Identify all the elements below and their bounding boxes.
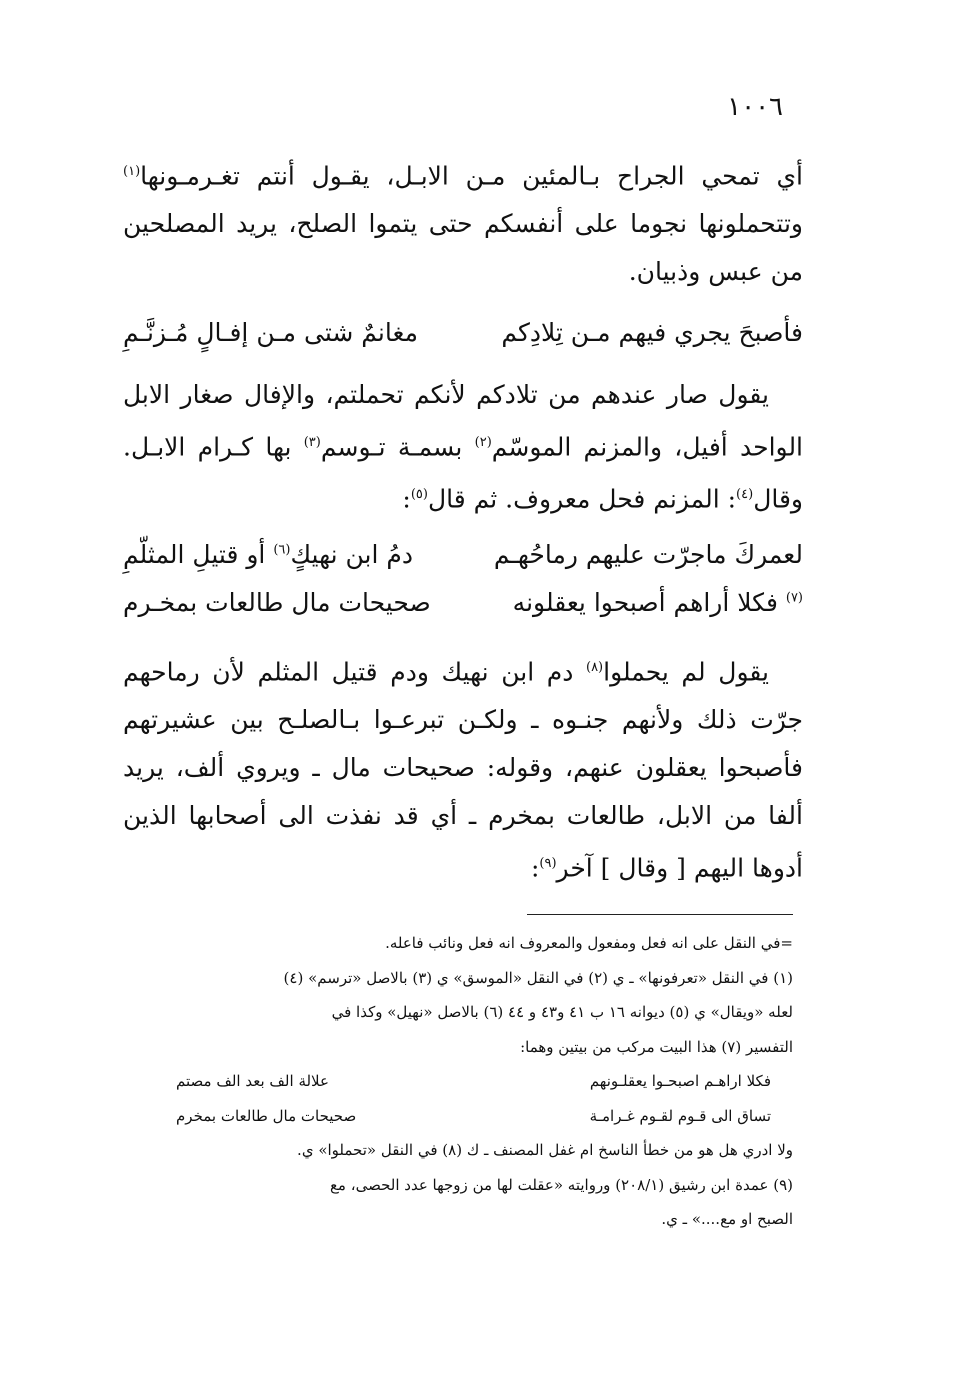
footnote-verse-1 [138,1064,793,1099]
verse-2-second-b: أو قتيلِ المثلّمِ [123,540,274,569]
footnotes [138,926,793,1237]
verse-3-second-hemistich: صحيحات مال طالعات بمخـرم [123,588,431,617]
verse-1-first-hemistich: فأصبحَ يجري فيهم مـن تِلادِكم [501,318,803,347]
paragraph-2-c: بها كـرام الابـل. وقال [123,432,803,514]
footnote-ref-8: (٨) [585,660,604,675]
footnote-line-4: التفسير (٧) هذا البيت مركب من بيتين وهما: [520,1037,793,1056]
verse-2-first-hemistich: لعمركَ ماجرّت عليهم رماحُهـم [493,540,803,569]
footnote-ref-1: (١) [123,164,141,179]
paragraph-3 [123,644,803,893]
paragraph-2-a: يقول صار عندهم من تلادكم لأنكم تحملتم، والإفال صغار الابل الواحد أفيل، والمزنم الموسّم [123,380,804,462]
footnote-verse-1-second: علالة الف بعد الف مصتم [176,1072,329,1090]
paragraph-2-b: بسمـة تـوسم [320,432,475,462]
footnote-verse-2-first: تساق الى قـوم لقـوم غـرامـة [589,1106,771,1125]
footnote-line-2: (١) في النقل «تعرفونها» ـ ي (٢) في النقل «الموسق» ي (٣) بالاصل «ترسم» (٤) [283,968,793,987]
footnote-line-7: ولا ادري هل هو من خطأ الناسخ ام غفل المصنف ـ ك (٨) في النقل «تحملوا» ي. [297,1141,793,1159]
footnote-line-9: الصبح او مع....» ـ ي. [661,1210,793,1228]
footnote-line-1: =في النقل على انه فعل ومفعول والمعروف انه فعل ونائب فاعله. [385,934,793,952]
footnote-ref-5: (٥) [410,487,428,503]
page-number: ١٠٠٦ [727,92,783,122]
verse-3 [123,588,803,617]
paragraph-1-text: أي تمحي الجراح بـالمئين مـن الابـل، يقـول أنتم تغـرمـونها [140,161,803,191]
paragraph-1 [123,148,803,296]
footnote-divider [527,914,793,915]
footnote-ref-7: (٧) [785,590,803,606]
paragraph-2-e: : [402,484,411,514]
footnote-verse-2-second: صحيحات مال طالعات بمخرم [176,1106,357,1125]
paragraph-3-a: يقول لم يحملوا [603,657,769,687]
verse-1-second-hemistich: مغانمٌ شتى مـن إفـالٍ مُـزنَّـمِ [123,318,418,347]
verse-3-first-text: فكلا أراهم أصبحوا يعقلونه [512,588,786,617]
footnote-ref-9: (٩) [539,856,557,872]
paragraph-2 [123,371,803,524]
paragraph-1-rest: وتتحملونها نجوما على أنفسكم حتى يتموا الصلح، يريد المصلحين من عبس وذبيان. [123,209,803,287]
footnote-ref-2: (٢) [474,435,492,450]
verse-2-second-hemistich [123,540,413,569]
footnote-verse-1-first: فكلا اراهـم اصبحـوا يعقلـونهم [589,1072,771,1090]
footnote-ref-3: (٣) [303,435,321,450]
paragraph-3-b: دم ابن نهيك ودم قتيل المثلم لأن رماحهم جرّت ذلك ولأنهم جنـوه ـ ولكـن تبرعـوا بـالصلـح بين عشيرتهم فأصبحوا يعقلون عنهم، وقوله: صحيحات مال ـ ويروي ألف، يريد ألفا من الابل، طالعات بمخرم ـ أي قد نفذت الى أصحابها الذين أدوها اليهم [ وقال ] آخر [123,657,803,883]
footnote-line-3: لعله «ويقال» ي (٥) ديوانه ١٦ ب ٤١ و٤٣ و ٤٤ (٦) بالاصل «نهيل» وكذا في [331,1003,793,1021]
verse-2-second-a: دمُ ابن نهيكٍ [290,540,413,569]
footnote-line-8: (٩) عمدة ابن رشيق (٢٠٨/١) وروايته «عقلت لها من زوجها عدد الحصى، مع [329,1175,793,1194]
paragraph-3-c: : [530,853,540,883]
footnote-verse-2 [138,1099,793,1134]
verse-1 [123,318,803,347]
verse-2 [123,540,803,569]
verse-3-first-hemistich [513,588,803,617]
footnote-ref-4: (٤) [736,487,754,503]
paragraph-2-d: : المزنم فحل معروف. ثم قال [427,484,737,514]
footnote-ref-6: (٦) [273,542,291,558]
